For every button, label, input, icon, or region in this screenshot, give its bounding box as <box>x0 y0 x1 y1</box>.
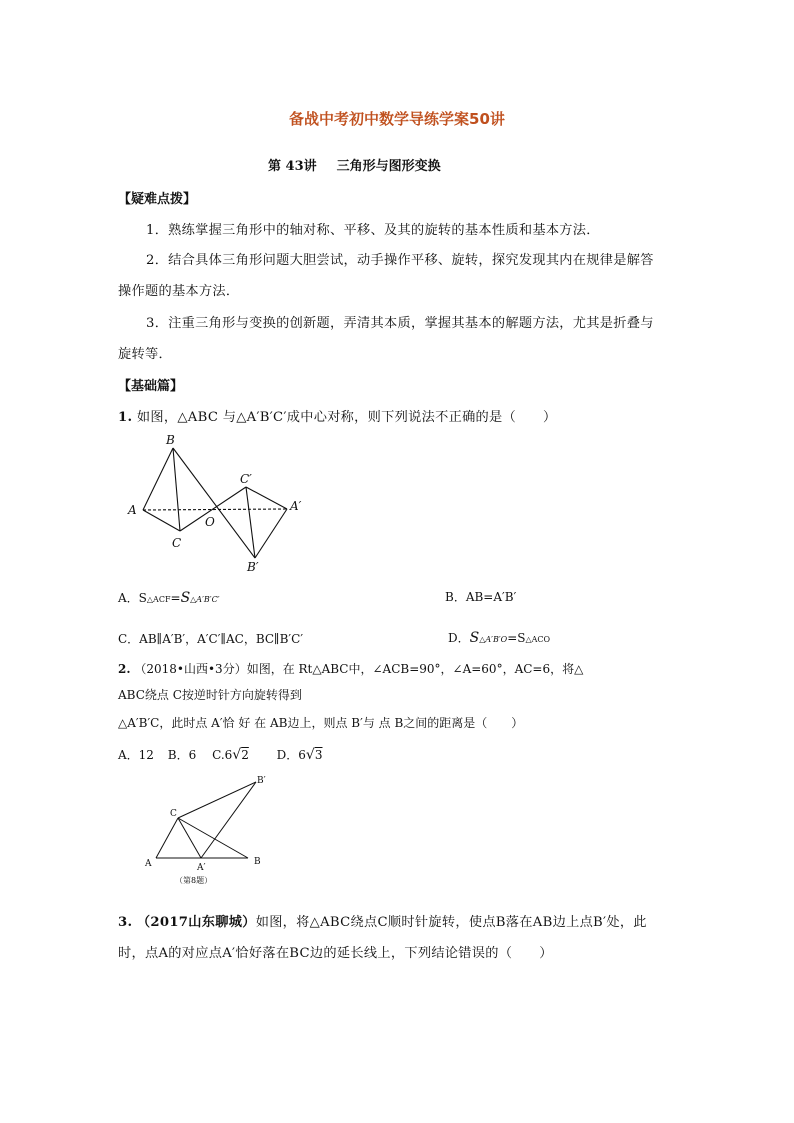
figure-caption: （第8题） <box>175 876 213 885</box>
label-c: C <box>170 809 177 819</box>
question-3-source: （2017山东聊城） <box>136 915 256 930</box>
lesson-number: 第 43讲 <box>268 159 317 174</box>
segment-cb-prime <box>178 782 256 818</box>
question-2-figure <box>140 772 275 890</box>
lesson-heading <box>268 155 441 174</box>
lesson-topic: 三角形与图形变换 <box>336 159 441 174</box>
question-2-option-d: D．6√3 <box>276 747 323 763</box>
tip-3-line-1: 3．注重三角形与变换的创新题，弄清其本质，掌握其基本的解题方法，尤其是折叠与 <box>146 316 654 331</box>
question-1-option-b: B．AB=A′B′ <box>445 590 517 604</box>
question-3-line-1: 3. （2017山东聊城）如图，将△ABC绕点C顺时针旋转，使点B落在AB边上点B′处，此 <box>118 915 647 930</box>
segment-aa1-dashed <box>143 509 287 510</box>
question-2-option-b: B．6 <box>167 748 197 762</box>
document-title: 备战中考初中数学导练学案50讲 <box>289 110 505 128</box>
question-1-number: 1. <box>118 410 133 425</box>
tip-1: 1．熟练掌握三角形中的轴对称、平移、及其的旋转的基本性质和基本方法． <box>146 223 600 238</box>
question-2-option-a: A．12 <box>118 748 154 762</box>
question-2-line-2: ABC绕点 C按逆时针方向旋转得到 <box>118 688 302 702</box>
segment-c1a1 <box>246 487 287 509</box>
label-b: B <box>166 433 175 447</box>
section-heading-basic: 【基础篇】 <box>118 379 184 394</box>
label-a-prime: A′ <box>290 499 302 513</box>
label-c: C <box>172 536 182 550</box>
question-1-option-a: A．S△ACF=S△A′B′C′ <box>118 590 220 606</box>
question-1-option-d: D．S△A′B′O=S△ACO <box>448 630 551 646</box>
label-b-prime: B′ <box>257 776 266 786</box>
tip-2-line-2: 操作题的基本方法． <box>118 284 240 299</box>
tip-3-line-2: 旋转等． <box>118 347 172 362</box>
question-2-options <box>118 746 322 763</box>
label-o: O <box>205 515 215 529</box>
segment-bb1 <box>173 448 255 558</box>
question-1-option-c: C．AB∥A′B′，A′C′∥AC，BC∥B′C′ <box>118 632 304 646</box>
segment-ac <box>156 818 178 858</box>
segment-ab <box>143 448 173 510</box>
label-c-prime: C′ <box>240 472 252 486</box>
segment-cb <box>178 818 248 858</box>
question-3-line-2: 时，点A的对应点A′恰好落在BC边的延长线上，下列结论错误的（ ） <box>118 946 553 961</box>
label-a: A <box>145 859 152 869</box>
question-1 <box>118 406 557 425</box>
segment-a1b1 <box>255 509 287 558</box>
question-2-line-3: △A′B′C，此时点 A′恰 好 在 AB边上，则点 B′与 点 B之间的距离是（ ） <box>118 716 524 730</box>
segment-bc <box>173 448 180 531</box>
section-heading-tips: 【疑难点拨】 <box>118 192 197 207</box>
label-b: B <box>254 857 261 867</box>
question-2-option-c: C.6√2 <box>212 747 249 763</box>
segment-ac <box>143 510 180 531</box>
tip-2-line-1: 2．结合具体三角形问题大胆尝试，动手操作平移、旋转，探究发现其内在规律是解答 <box>146 253 654 268</box>
label-b-prime: B′ <box>247 560 259 574</box>
question-2-line-1: 2. （2018•山西•3分）如图，在 Rt△ABC中，∠ACB=90°，∠A=60°，AC=6，将△ <box>118 662 584 676</box>
label-a-prime: A′ <box>197 863 206 873</box>
question-1-figure <box>120 430 320 578</box>
label-a: A <box>128 503 137 517</box>
question-1-text: 如图，△ABC 与△A′B′C′成中心对称，则下列说法不正确的是（ ） <box>136 410 557 425</box>
